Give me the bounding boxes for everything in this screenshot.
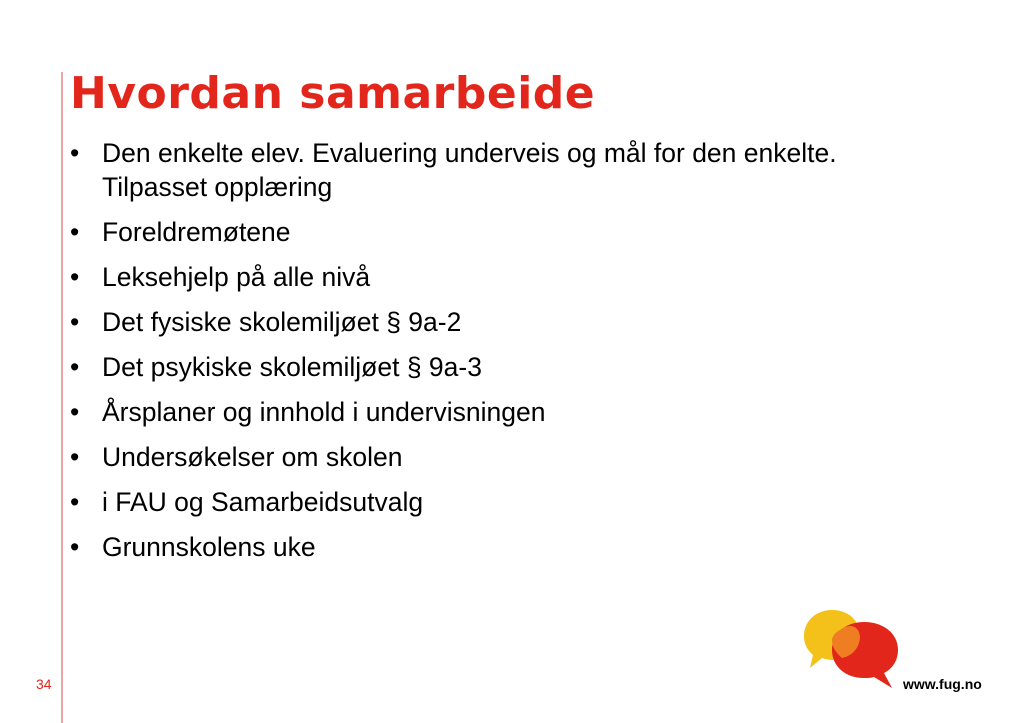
bullet-item xyxy=(70,395,970,429)
bullet-item xyxy=(70,136,970,204)
bullet-glyph: • xyxy=(70,442,80,472)
bullet-text: Det fysiske skolemiljøet § 9a-2 xyxy=(102,307,462,337)
bullet-list xyxy=(70,136,970,575)
bullet-glyph: • xyxy=(70,262,80,292)
bullet-glyph: • xyxy=(70,138,80,168)
bullet-glyph: • xyxy=(70,532,80,562)
bullet-item xyxy=(70,260,970,294)
bullet-text: Den enkelte elev. Evaluering underveis og mål for den enkelte. Tilpasset opplæring xyxy=(102,138,837,202)
bullet-text: i FAU og Samarbeidsutvalg xyxy=(102,487,424,517)
bullet-text: Årsplaner og innhold i undervisningen xyxy=(102,397,546,427)
bullet-item xyxy=(70,305,970,339)
bullet-text: Grunnskolens uke xyxy=(102,532,316,562)
margin-line xyxy=(61,72,63,723)
page-number: 34 xyxy=(36,676,52,692)
bullet-glyph: • xyxy=(70,397,80,427)
bullet-item xyxy=(70,485,970,519)
bullet-item xyxy=(70,215,970,249)
bullet-glyph: • xyxy=(70,352,80,382)
bullet-glyph: • xyxy=(70,487,80,517)
bullet-text: Det psykiske skolemiljøet § 9a-3 xyxy=(102,352,482,382)
bullet-glyph: • xyxy=(70,307,80,337)
website-url: www.fug.no xyxy=(903,676,982,692)
bullet-glyph: • xyxy=(70,217,80,247)
bullet-text: Leksehjelp på alle nivå xyxy=(102,262,371,292)
bullet-item xyxy=(70,350,970,384)
speech-bubbles-logo-icon xyxy=(802,606,902,692)
bullet-item xyxy=(70,530,970,564)
bullet-text: Foreldremøtene xyxy=(102,217,291,247)
bullet-item xyxy=(70,440,970,474)
slide-title: Hvordan samarbeide xyxy=(70,68,596,119)
bullet-text: Undersøkelser om skolen xyxy=(102,442,403,472)
